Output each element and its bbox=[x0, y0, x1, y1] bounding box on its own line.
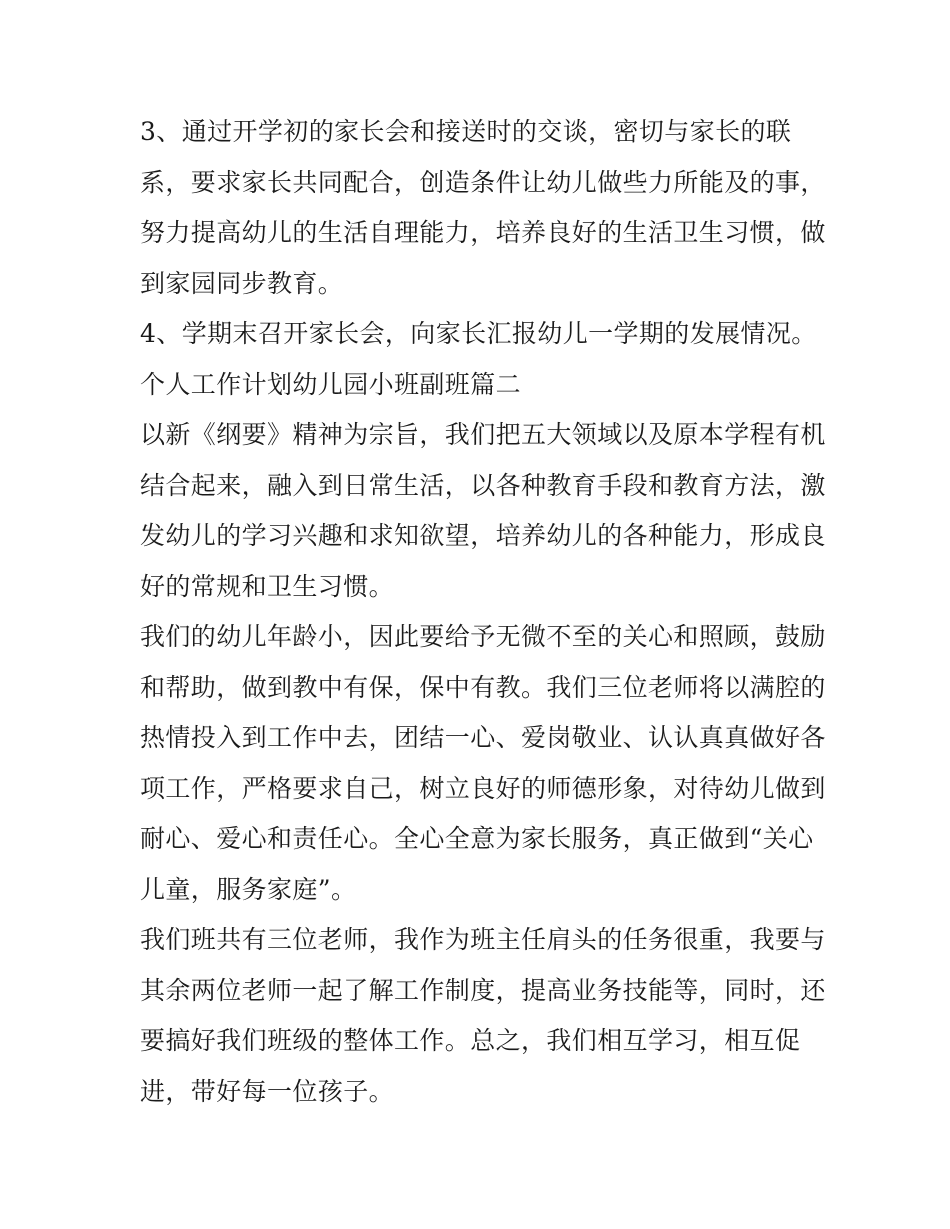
text-line-2: 系，要求家长共同配合，创造条件让幼儿做些力所能及的事， bbox=[140, 167, 826, 197]
text-line-10: 好的常规和卫生习惯。 bbox=[140, 571, 395, 601]
text-line-17: 我们班共有三位老师，我作为班主任肩头的任务很重，我要与 bbox=[140, 925, 826, 954]
document-page bbox=[140, 107, 826, 1117]
text-line-5: 4、学期末召开家长会，向家长汇报幼儿一学期的发展情况。 bbox=[140, 319, 817, 348]
text-line-19: 要搞好我们班级的整体工作。总之，我们相互学习，相互促 bbox=[140, 1026, 801, 1055]
section-heading: 个人工作计划幼儿园小班副班篇二 bbox=[140, 369, 522, 399]
text-line-14: 项工作，严格要求自己，树立良好的师德形象，对待幼儿做到 bbox=[140, 773, 826, 803]
text-line-8: 结合起来，融入到日常生活，以各种教育手段和教育方法，激 bbox=[140, 470, 826, 500]
text-line-13: 热情投入到工作中去，团结一心、爱岗敬业、认认真真做好各 bbox=[140, 723, 826, 752]
text-line-4: 到家园同步教育。 bbox=[140, 268, 344, 298]
text-line-12: 和帮助，做到教中有保，保中有教。我们三位老师将以满腔的 bbox=[140, 672, 826, 702]
text-line-15: 耐心、爱心和责任心。全心全意为家长服务，真正做到“关心 bbox=[140, 824, 814, 853]
text-line-18: 其余两位老师一起了解工作制度，提高业务技能等，同时，还 bbox=[140, 975, 826, 1005]
text-line-1: 3、通过开学初的家长会和接送时的交谈，密切与家长的联 bbox=[140, 117, 792, 146]
text-line-7: 以新《纲要》精神为宗旨，我们把五大领域以及原本学程有机 bbox=[140, 420, 826, 449]
text-line-9: 发幼儿的学习兴趣和求知欲望，培养幼儿的各种能力，形成良 bbox=[140, 521, 826, 550]
text-line-20: 进，带好每一位孩子。 bbox=[140, 1076, 395, 1106]
text-line-16: 儿童，服务家庭”。 bbox=[140, 874, 357, 904]
text-line-11: 我们的幼儿年龄小，因此要给予无微不至的关心和照顾，鼓励 bbox=[140, 622, 826, 651]
text-line-3: 努力提高幼儿的生活自理能力，培养良好的生活卫生习惯，做 bbox=[140, 218, 826, 247]
